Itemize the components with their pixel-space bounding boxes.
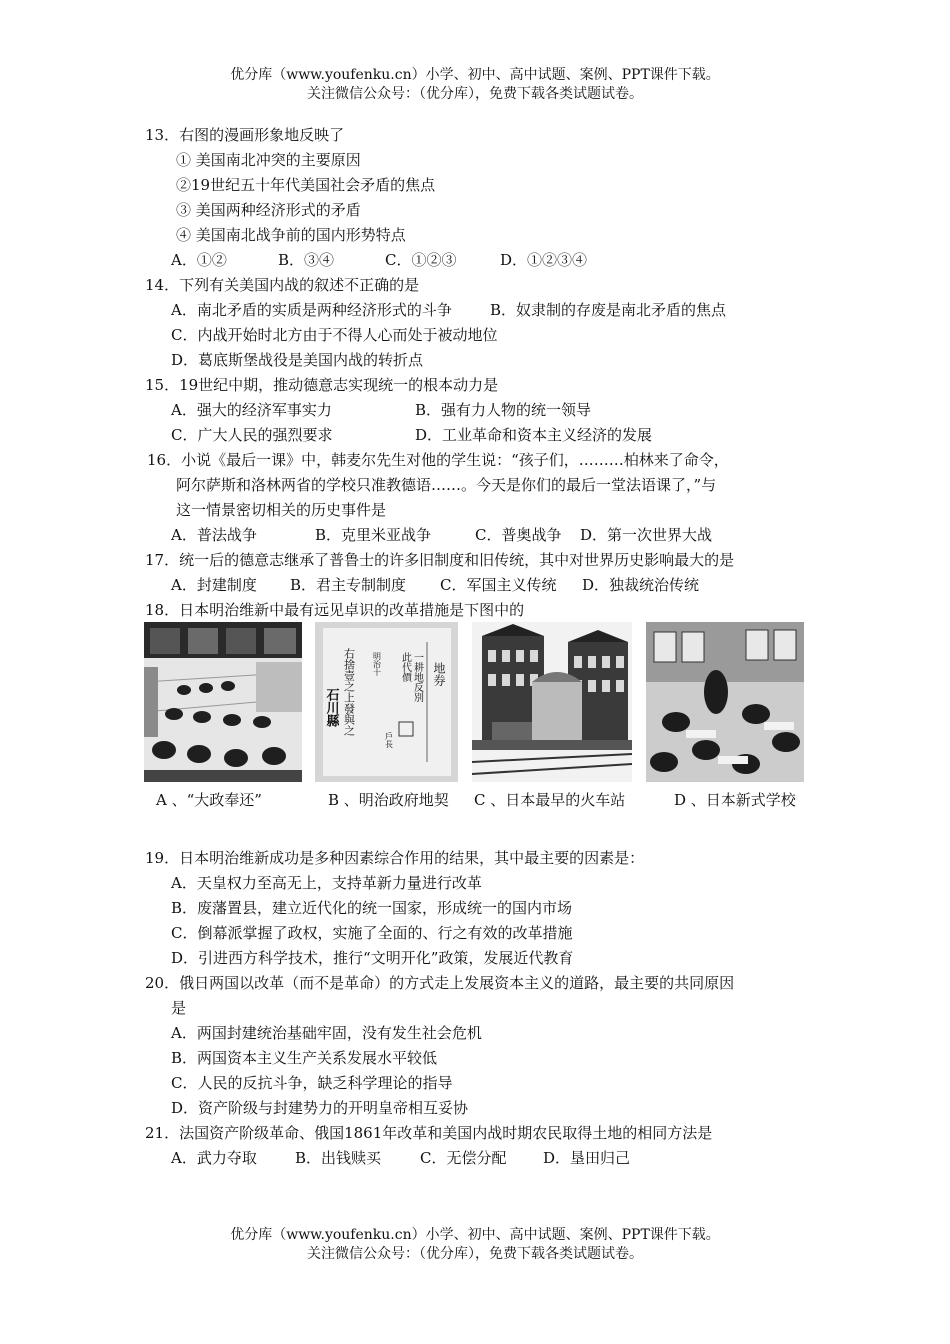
deed-text-5: 此代價 <box>399 652 411 682</box>
q15-option-a: A．强大的经济军事实力 <box>171 401 332 419</box>
footer-line-1: 优分库（www.youfenku.cn）小学、初中、高中试题、案例、PPT课件下载。 <box>230 1227 720 1243</box>
q21-stem: 21．法国资产阶级革命、俄国1861年改革和美国内战时期农民取得土地的相同方法是 <box>145 1124 713 1142</box>
q20-stem-line-2: 是 <box>171 999 187 1017</box>
q16-option-b: B．克里米亚战争 <box>315 526 432 544</box>
q13-option-d: D．①②③④ <box>500 251 588 269</box>
deed-text-6: 明治十 <box>372 652 382 676</box>
q17-stem: 17．统一后的德意志继承了普鲁士的许多旧制度和旧传统，其中对世界历史影响最大的是 <box>145 551 735 569</box>
header-line-2: 关注微信公众号：（优分库），免费下载各类试题试卷。 <box>307 86 643 102</box>
q13-stem: 13．右图的漫画形象地反映了 <box>145 126 345 144</box>
deed-text-4: 一耕地反別 <box>411 652 423 702</box>
q13-item-1: ① 美国南北冲突的主要原因 <box>176 151 361 169</box>
q15-option-c: C．广大人民的强烈要求 <box>171 426 333 444</box>
q13-item-3: ③ 美国两种经济形式的矛盾 <box>176 201 361 219</box>
q14-option-b: B．奴隶制的存废是南北矛盾的焦点 <box>490 301 727 319</box>
q21-option-b: B．出钱赎买 <box>295 1149 382 1167</box>
q17-option-d: D．独裁统治传统 <box>582 576 700 594</box>
q19-option-c: C．倒幕派掌握了政权，实施了全面的、行之有效的改革措施 <box>171 924 573 942</box>
footer-line-2: 关注微信公众号：（优分库），免费下载各类试题试卷。 <box>307 1246 643 1262</box>
q19-option-d: D．引进西方科学技术，推行“文明开化”政策，发展近代教育 <box>171 949 574 967</box>
q16-stem-line-2: 阿尔萨斯和洛林两省的学校只准教德语……。今天是你们的最后一堂法语课了，”与 <box>176 476 717 494</box>
q13-item-2: ②19世纪五十年代美国社会矛盾的焦点 <box>176 176 436 194</box>
q19-option-b: B．废藩置县，建立近代化的统一国家，形成统一的国内市场 <box>171 899 573 917</box>
q21-option-a: A．武力夺取 <box>171 1149 257 1167</box>
q16-option-d: D．第一次世界大战 <box>580 526 713 544</box>
q19-option-a: A．天皇权力至高无上，支持革新力量进行改革 <box>171 874 482 892</box>
q21-option-c: C．无偿分配 <box>420 1149 507 1167</box>
q20-option-a: A．两国封建统治基础牢固，没有发生社会危机 <box>171 1024 482 1042</box>
header-line-1: 优分库（www.youfenku.cn）小学、初中、高中试题、案例、PPT课件下载。 <box>230 67 720 83</box>
q19-stem: 19．日本明治维新成功是多种因素综合作用的结果，其中最主要的因素是： <box>145 849 645 867</box>
deed-text-7: 戶長 <box>384 732 394 748</box>
q15-stem: 15．19世纪中期，推动德意志实现统一的根本动力是 <box>145 376 499 394</box>
q16-option-c: C．普奥战争 <box>475 526 562 544</box>
picture-land-deed <box>315 622 458 782</box>
caption-b: B 、明治政府地契 <box>328 791 449 809</box>
q20-option-b: B．两国资本主义生产关系发展水平较低 <box>171 1049 438 1067</box>
q20-option-c: C．人民的反抗斗争，缺乏科学理论的指导 <box>171 1074 453 1092</box>
q20-stem-line-1: 20．俄日两国以改革（而不是革命）的方式走上发展资本主义的道路，最主要的共同原因 <box>145 974 735 992</box>
q14-option-d: D．葛底斯堡战役是美国内战的转折点 <box>171 351 424 369</box>
q16-stem-line-3: 这一情景密切相关的历史事件是 <box>176 501 387 519</box>
q13-option-a: A．①② <box>171 251 227 269</box>
q17-option-a: A．封建制度 <box>171 576 257 594</box>
q20-option-d: D．资产阶级与封建势力的开明皇帝相互妥协 <box>171 1099 469 1117</box>
q17-option-b: B．君主专制制度 <box>290 576 407 594</box>
q16-stem-line-1: 16．小说《最后一课》中，韩麦尔先生对他的学生说：“孩子们，………柏林来了命令， <box>147 451 729 469</box>
q17-option-c: C．军国主义传统 <box>440 576 557 594</box>
caption-a: A 、“大政奉还” <box>156 791 262 809</box>
q13-option-b: B．③④ <box>278 251 335 269</box>
q14-stem: 14．下列有关美国内战的叙述不正确的是 <box>145 276 420 294</box>
q16-option-a: A．普法战争 <box>171 526 257 544</box>
deed-text-2: 石川縣 <box>323 688 339 727</box>
picture-taisei-hokan <box>144 622 302 782</box>
deed-text-1: 右捨壹之上發與之 <box>342 648 356 736</box>
q15-option-d: D．工业革命和资本主义经济的发展 <box>415 426 653 444</box>
picture-new-school <box>646 622 804 782</box>
caption-c: C 、日本最早的火车站 <box>474 791 626 809</box>
q15-option-b: B．强有力人物的统一领导 <box>415 401 592 419</box>
q14-option-c: C．内战开始时北方由于不得人心而处于被动地位 <box>171 326 498 344</box>
deed-text-3: 地券 <box>432 662 446 686</box>
q13-item-4: ④ 美国南北战争前的国内形势特点 <box>176 226 406 244</box>
picture-railway-station <box>472 622 632 782</box>
q21-option-d: D．垦田归己 <box>543 1149 631 1167</box>
q13-option-c: C．①②③ <box>385 251 457 269</box>
q14-option-a: A．南北矛盾的实质是两种经济形式的斗争 <box>171 301 452 319</box>
q18-stem: 18．日本明治维新中最有远见卓识的改革措施是下图中的 <box>145 601 525 619</box>
caption-d: D 、日本新式学校 <box>674 791 796 809</box>
